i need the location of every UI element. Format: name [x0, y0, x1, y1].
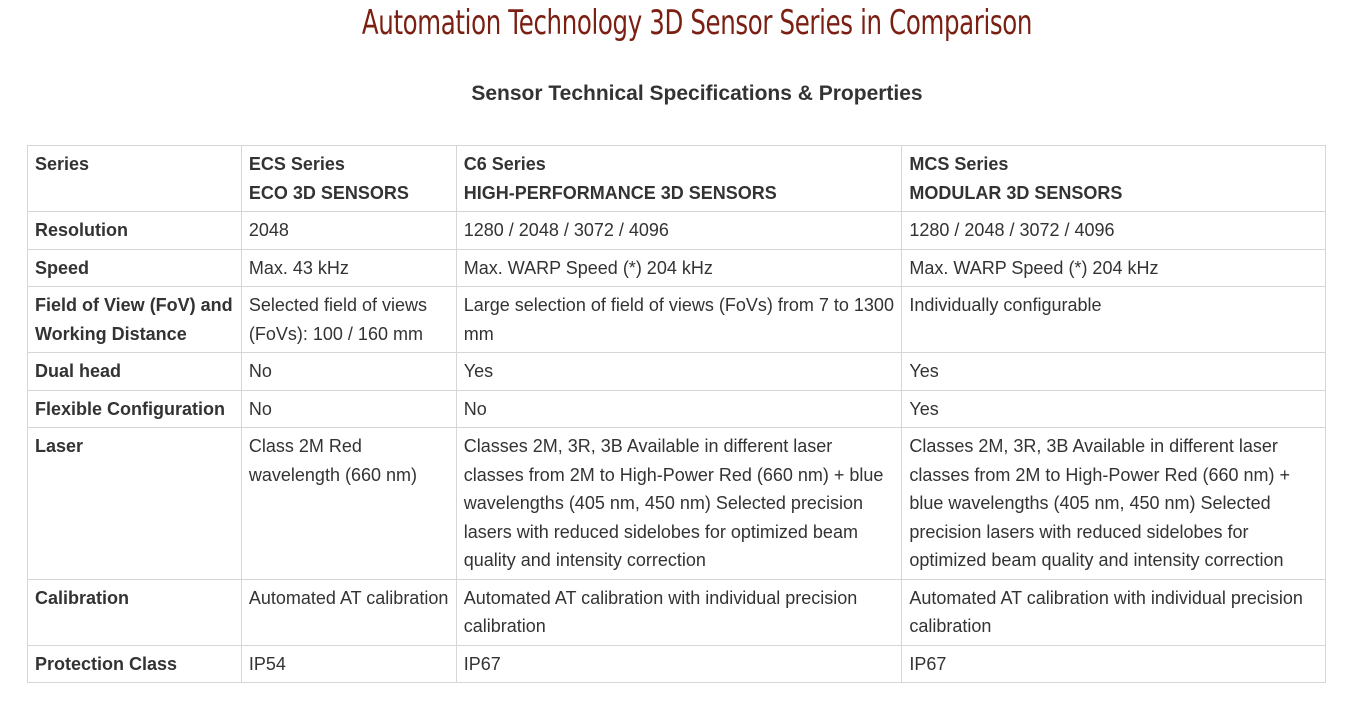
cell-mcs: Automated AT calibration with individual precision calibration: [902, 579, 1326, 645]
header-c6-series: C6 Series: [463, 154, 546, 174]
row-label: Speed: [28, 249, 242, 287]
cell-mcs: IP67: [902, 645, 1326, 683]
header-mcs-series: MCS Series: [909, 154, 1009, 174]
header-c6: [456, 146, 902, 212]
sensor-comparison-table: [27, 145, 1326, 683]
cell-ecs: Class 2M Red wavelength (660 nm): [241, 428, 456, 580]
cell-c6: 1280 / 2048 / 3072 / 4096: [456, 212, 902, 250]
cell-c6: Large selection of field of views (FoVs) from 7 to 1300 mm: [456, 287, 902, 353]
cell-mcs: Yes: [902, 353, 1326, 391]
row-label: Dual head: [28, 353, 242, 391]
header-label-series: Series: [28, 146, 242, 212]
cell-c6: Max. WARP Speed (*) 204 kHz: [456, 249, 902, 287]
cell-c6: Yes: [456, 353, 902, 391]
table-row-resolution: [28, 212, 1326, 250]
row-label: Protection Class: [28, 645, 242, 683]
table-row-protection-class: [28, 645, 1326, 683]
row-label: Resolution: [28, 212, 242, 250]
cell-mcs: Max. WARP Speed (*) 204 kHz: [902, 249, 1326, 287]
header-ecs-series: ECS Series: [248, 154, 345, 174]
cell-ecs: Selected field of views (FoVs): 100 / 160 mm: [241, 287, 456, 353]
cell-c6: No: [456, 390, 902, 428]
table-row-dual-head: [28, 353, 1326, 391]
cell-c6: Automated AT calibration with individual precision calibration: [456, 579, 902, 645]
cell-ecs: 2048: [241, 212, 456, 250]
cell-mcs: Individually configurable: [902, 287, 1326, 353]
cell-ecs: IP54: [241, 645, 456, 683]
table-row-laser: [28, 428, 1326, 580]
row-label: Flexible Configuration: [28, 390, 242, 428]
cell-mcs: Classes 2M, 3R, 3B Available in different laser classes from 2M to High-Power Red (660 nm) + blue wavelengths (405 nm, 450 nm) Selected precision lasers with reduced sidelobes for optimized beam quality and intensity correction: [902, 428, 1326, 580]
header-mcs: [902, 146, 1326, 212]
header-ecs: [241, 146, 456, 212]
table-row-field-of-view: [28, 287, 1326, 353]
page-title: Automation Technology 3D Sensor Series in Comparison: [361, 3, 1033, 43]
table-row-flexible-configuration: [28, 390, 1326, 428]
table-header-row: [28, 146, 1326, 212]
row-label: Field of View (FoV) and Working Distance: [28, 287, 242, 353]
row-label: Calibration: [28, 579, 242, 645]
cell-ecs: Max. 43 kHz: [241, 249, 456, 287]
header-c6-subtitle: HIGH-PERFORMANCE 3D SENSORS: [463, 182, 777, 203]
row-label: Laser: [28, 428, 242, 580]
table-subtitle: Sensor Technical Specifications & Properties: [471, 82, 923, 105]
cell-mcs: Yes: [902, 390, 1326, 428]
table-row-calibration: [28, 579, 1326, 645]
cell-ecs: Automated AT calibration: [241, 579, 456, 645]
cell-c6: Classes 2M, 3R, 3B Available in different laser classes from 2M to High-Power Red (660 nm) + blue wavelengths (405 nm, 450 nm) Selected precision lasers with reduced sidelobes for optimized beam quality and intensity correction: [456, 428, 902, 580]
cell-ecs: No: [241, 390, 456, 428]
header-ecs-subtitle: ECO 3D SENSORS: [248, 182, 409, 203]
cell-c6: IP67: [456, 645, 902, 683]
cell-ecs: No: [241, 353, 456, 391]
header-mcs-subtitle: MODULAR 3D SENSORS: [909, 182, 1123, 203]
table-row-speed: [28, 249, 1326, 287]
cell-mcs: 1280 / 2048 / 3072 / 4096: [902, 212, 1326, 250]
